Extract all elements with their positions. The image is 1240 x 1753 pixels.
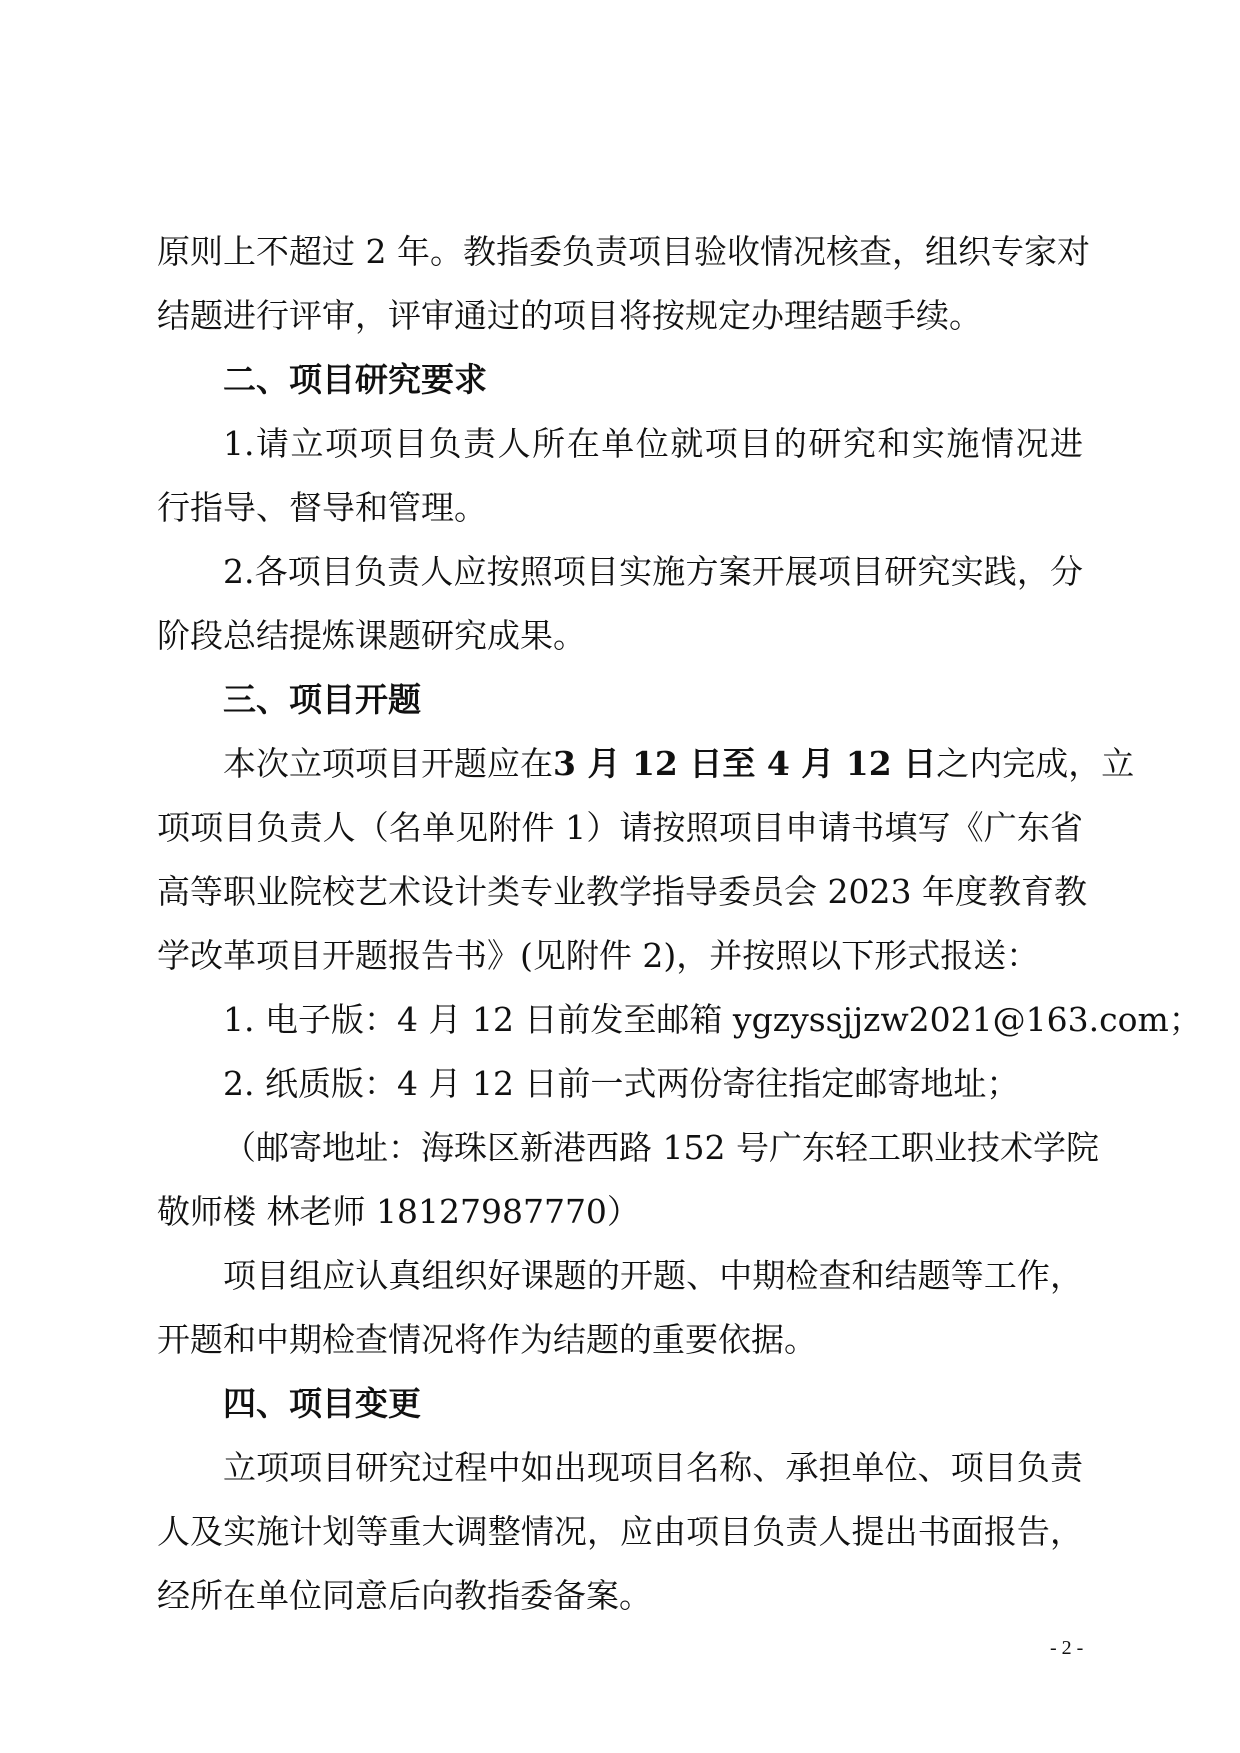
- text-line: 经所在单位同意后向教指委备案。: [157, 1576, 652, 1615]
- text-line: 行指导、督导和管理。: [157, 488, 487, 527]
- text-line: 2.各项目负责人应按照项目实施方案开展项目研究实践，分: [223, 552, 1083, 591]
- text-line: 项项目负责人（名单见附件 1）请按照项目申请书填写《广东省: [157, 808, 1083, 847]
- section-heading-project-change: 四、项目变更: [223, 1384, 421, 1423]
- paragraph-project-team: [157, 1244, 1083, 1372]
- text-line: 阶段总结提炼课题研究成果。: [157, 616, 586, 655]
- section-heading-project-opening: 三、项目开题: [223, 680, 421, 719]
- text-line: 高等职业院校艺术设计类专业教学指导委员会 2023 年度教育教: [157, 872, 1087, 911]
- text-line: （邮寄地址：海珠区新港西路 152 号广东轻工职业技术学院: [223, 1128, 1099, 1167]
- paragraph-term: [157, 220, 1090, 348]
- paper-submission-line: 2. 纸质版：4 月 12 日前一式两份寄往指定邮寄地址；: [223, 1064, 1020, 1103]
- paragraph-change: [157, 1436, 1083, 1628]
- text-line: 立项项目研究过程中如出现项目名称、承担单位、项目负责: [223, 1448, 1083, 1487]
- paragraph-requirement-1: [157, 412, 1083, 540]
- text-line: 开题和中期检查情况将作为结题的重要依据。: [157, 1320, 817, 1359]
- section-heading-research-requirements: 二、项目研究要求: [223, 360, 487, 399]
- page-number: - 2 -: [1050, 1637, 1084, 1659]
- text-line: 敬师楼 林老师 18127987770）: [157, 1192, 640, 1231]
- text-line: 项目组应认真组织好课题的开题、中期检查和结题等工作，: [223, 1256, 1083, 1295]
- document-body: [157, 220, 1202, 1628]
- text-line: 人及实施计划等重大调整情况，应由项目负责人提出书面报告，: [157, 1512, 1083, 1551]
- text-line: [157, 732, 1135, 796]
- text-line: 1.请立项项目负责人所在单位就项目的研究和实施情况进: [223, 424, 1083, 463]
- paragraph-opening: [157, 732, 1135, 988]
- text-segment: 之内完成，立: [936, 744, 1135, 783]
- text-line: 结题进行评审，评审通过的项目将按规定办理结题手续。: [157, 296, 982, 335]
- text-segment: 本次立项项目开题应在: [223, 744, 553, 783]
- text-line: 原则上不超过 2 年。教指委负责项目验收情况核查，组织专家对: [157, 232, 1090, 271]
- text-line: 学改革项目开题报告书》(见附件 2)，并按照以下形式报送：: [157, 936, 1040, 975]
- paragraph-requirement-2: [157, 540, 1083, 668]
- mailing-address: [157, 1116, 1099, 1244]
- deadline-bold-text: 3 月 12 日至 4 月 12 日: [553, 744, 937, 783]
- electronic-submission-line: 1. 电子版：4 月 12 日前发至邮箱 ygzyssjjzw2021@163.com；: [223, 1000, 1202, 1039]
